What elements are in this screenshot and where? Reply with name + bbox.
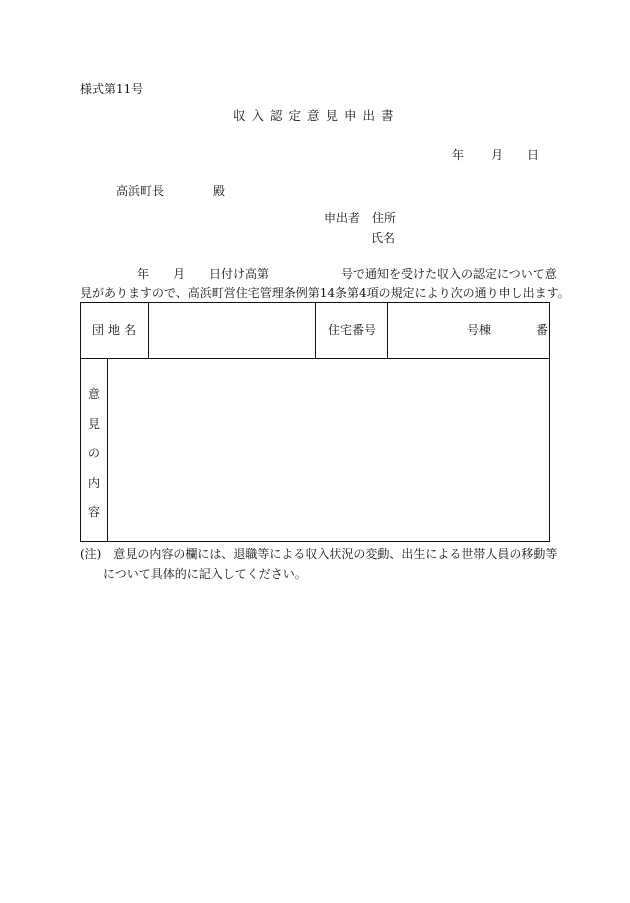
addressee-name: 高浜町長 (116, 184, 165, 198)
applicant-label: 申出者 (324, 211, 361, 225)
table-divider (387, 303, 388, 358)
applicant-address-label: 住所 (372, 211, 397, 225)
opinion-label-char: 内 (87, 475, 100, 490)
date-line (452, 149, 539, 161)
addressee-honorific: 殿 (213, 184, 226, 198)
opinion-label-char: 見 (87, 416, 100, 431)
opinion-label-char: 意 (87, 387, 100, 401)
ban-label: 番 (536, 323, 549, 337)
note-line-1: (注) 意見の内容の欄には、退職等による収入状況の変動、出生による世帯人員の移動等 (80, 547, 558, 561)
applicant-block (324, 212, 396, 224)
table-divider (148, 303, 149, 358)
application-table (80, 302, 550, 542)
jutaku-bango-label: 住宅番号 (328, 323, 377, 337)
form-number: 様式第11号 (80, 82, 144, 96)
table-divider (81, 358, 549, 359)
table-divider (315, 303, 316, 358)
opinion-label-char: 容 (87, 505, 100, 519)
note-line-2: について具体的に記入してください。 (103, 567, 307, 581)
opinion-content-label (85, 385, 103, 533)
date-day: 日 (527, 148, 540, 162)
date-month: 月 (491, 148, 504, 162)
body-text-line-2: 見がありますので、高浜町営住宅管理条例第14条第4項の規定により次の通り申し出ます。 (80, 286, 570, 300)
danchimei-label: 団地名 (92, 323, 141, 337)
applicant-name-label: 氏名 (371, 231, 396, 245)
date-year: 年 (452, 148, 465, 162)
table-divider (107, 358, 108, 541)
addressee (116, 185, 225, 197)
document-title: 収入認定意見申出書 (233, 108, 400, 123)
gotou-label: 号棟 (467, 323, 492, 337)
opinion-label-char: の (87, 446, 100, 460)
body-text-line-1: 年 月 日付け高第 号で通知を受けた収入の認定について意 (137, 267, 557, 281)
